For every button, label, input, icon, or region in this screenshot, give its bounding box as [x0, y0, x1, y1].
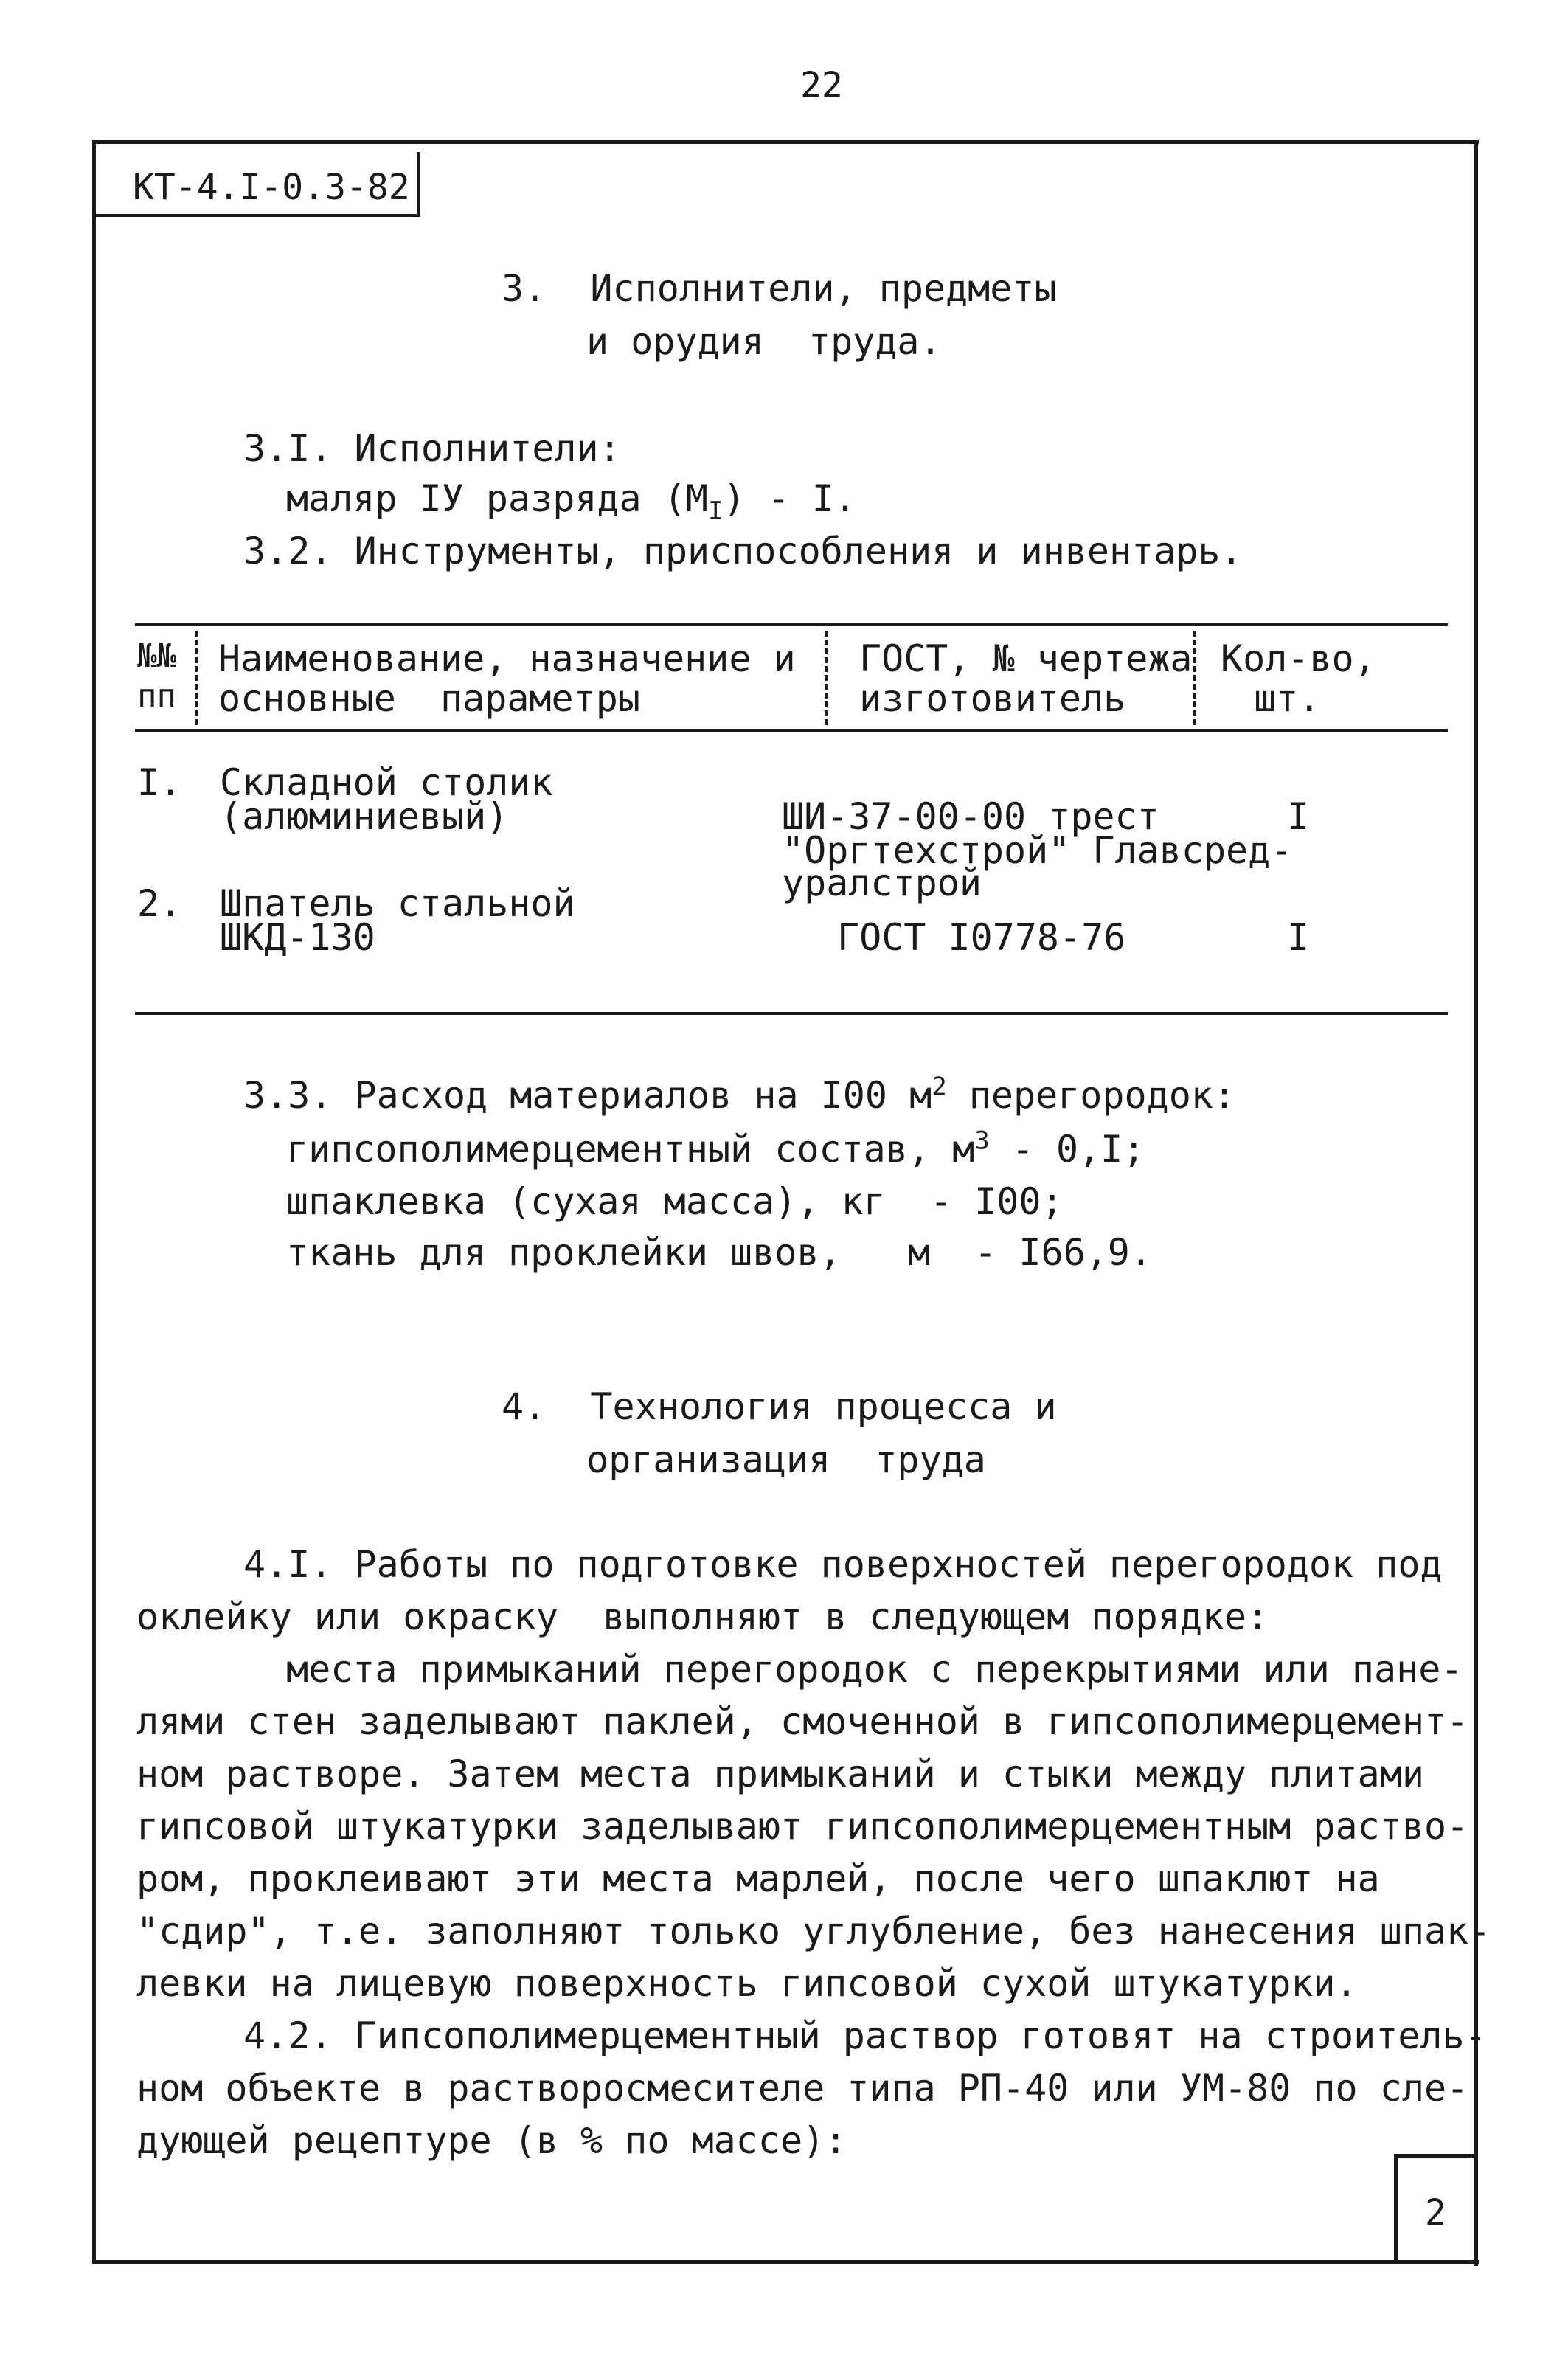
s4-line-6: гипсовой штукатурки заделывают гипсополимерцементным раство- [136, 1805, 1469, 1848]
section4-heading-line1: 4. Технология процесса и [502, 1385, 1057, 1428]
section4-heading-line2: организация труда [586, 1438, 986, 1481]
s33-title-pre: 3.3. Расход материалов на I00 м [243, 1074, 932, 1117]
s33-item2: шпаклевка (сухая масса), кг - I00; [286, 1180, 1064, 1223]
row2-gost-line1: ГОСТ I0778-76 [837, 916, 1126, 959]
row2-num: 2. [137, 882, 182, 925]
th-gost-line1: ГОСТ, № чертежа [859, 637, 1193, 680]
table-col-divider-3 [1193, 631, 1196, 725]
section3-heading-line1: 3. Исполнители, предметы [502, 267, 1057, 310]
s31-title: 3.I. Исполнители: [243, 427, 621, 470]
row1-num: I. [137, 761, 182, 804]
row2-name-line2: ШКД-130 [220, 916, 375, 959]
s33-item1 [286, 1126, 1145, 1171]
s33-title-post: перегородок: [946, 1074, 1236, 1117]
row1-gost-line3: уралстрой [782, 862, 982, 904]
row1-gost-line2: "Оргтехстрой" Главсред- [782, 829, 1293, 872]
s33-item1-post: - 0,I; [989, 1128, 1145, 1171]
th-name-line2: основные параметры [218, 677, 640, 720]
th-num-line1: №№ [137, 637, 176, 675]
th-name-line1: Наименование, назначение и [218, 637, 796, 680]
s33-title-sup: 2 [932, 1072, 947, 1102]
s31-line [286, 477, 857, 526]
s4-line-4: лями стен заделывают паклей, смоченной в гипсополимерцемент- [136, 1700, 1469, 1743]
row1-name-line1: Складной столик [220, 761, 553, 804]
s4-line-12: дующей рецептуре (в % по массе): [136, 2119, 847, 2162]
s4-line-8: "сдир", т.е. заполняют только углубление, без нанесения шпак- [136, 1910, 1491, 1952]
table-header-rule [135, 729, 1448, 732]
s33-item1-pre: гипсополимерцементный состав, м [286, 1128, 975, 1171]
s4-line-5: ном растворе. Затем места примыканий и стыки между плитами [136, 1753, 1424, 1795]
s31-line-pre: маляр IУ разряда (М [286, 477, 708, 520]
row2-qty: I [1287, 916, 1310, 959]
row1-qty: I [1287, 795, 1310, 838]
row2-name-line1: Шпатель стальной [220, 882, 575, 925]
s4-line-1: 4.I. Работы по подготовке поверхностей перегородок под [243, 1543, 1443, 1586]
row1-gost-line1: ШИ-37-00-00 трест [782, 795, 1159, 838]
s4-line-10: 4.2. Гипсополимерцементный раствор готовят на строитель- [243, 2014, 1487, 2057]
table-col-divider-1 [195, 631, 198, 725]
page-number: 22 [800, 65, 843, 106]
row1-name-line2: (алюминиевый) [220, 795, 509, 838]
doc-code: КТ-4.I-0.3-82 [133, 167, 410, 208]
s4-line-9: левки на лицевую поверхность гипсовой сухой штукатурки. [136, 1962, 1358, 2005]
th-qty-line2: шт. [1254, 677, 1321, 720]
s33-item1-sup: 3 [974, 1126, 990, 1156]
s4-line-3: места примыканий перегородок с перекрытиями или пане- [286, 1648, 1463, 1691]
table-top-rule [135, 623, 1448, 626]
s4-line-7: ром, проклеивают эти места марлей, после чего шпаклют на [136, 1857, 1380, 1900]
s33-title [243, 1072, 1236, 1117]
s4-line-11: ном объекте в растворосмесителе типа РП-40 или УМ-80 по сле- [136, 2067, 1469, 2110]
th-gost-line2: изготовитель [859, 677, 1126, 720]
section3-heading-line2: и орудия труда. [586, 320, 942, 363]
s31-line-sub: I [707, 496, 724, 526]
table-bottom-rule [135, 1012, 1448, 1015]
sheet-number: 2 [1425, 2192, 1446, 2234]
table-col-divider-2 [825, 631, 828, 725]
s32-title: 3.2. Инструменты, приспособления и инвентарь. [243, 530, 1243, 572]
s33-item3: ткань для проклейки швов, м - I66,9. [286, 1231, 1152, 1274]
th-num-line2: пп [137, 677, 176, 715]
th-qty-line1: Кол-во, [1221, 637, 1376, 680]
s31-line-post: ) - I. [723, 477, 857, 520]
s4-line-2: оклейку или окраску выполняют в следующем порядке: [136, 1595, 1269, 1638]
